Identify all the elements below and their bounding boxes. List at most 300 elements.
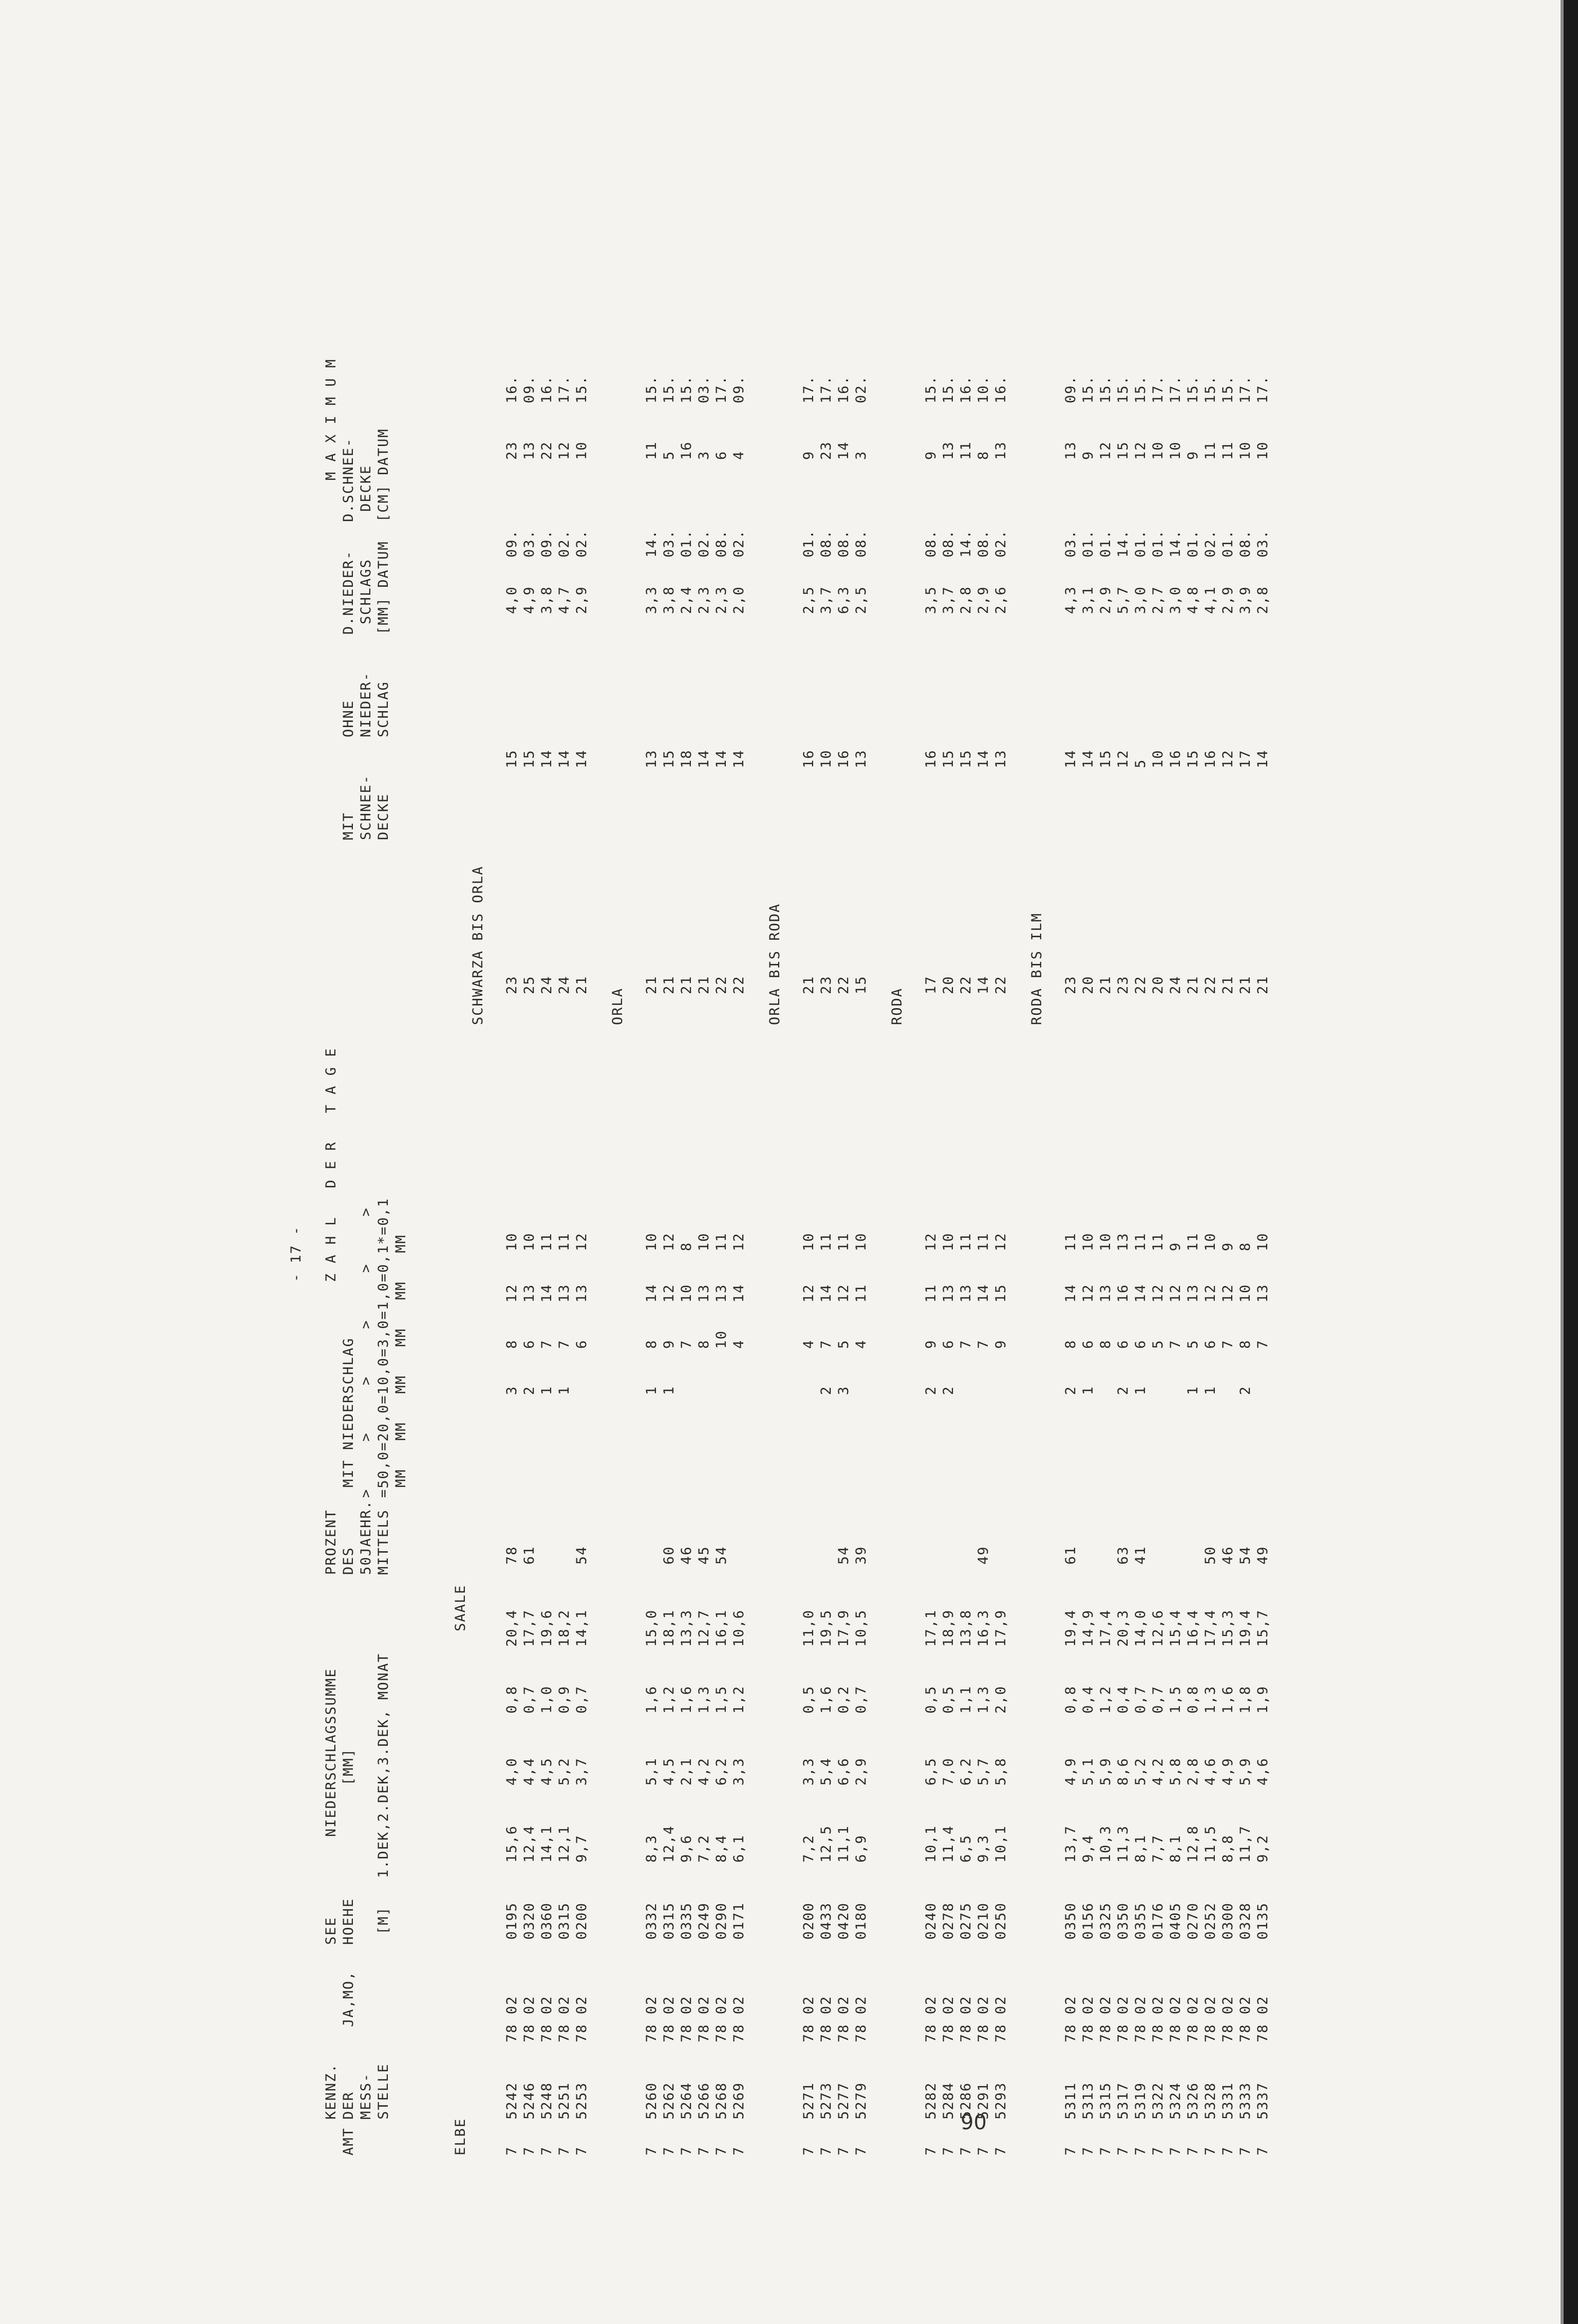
cell-ohne: 12	[1220, 749, 1236, 768]
cell-amt: 7	[644, 2146, 660, 2155]
cell-mnd: 14.	[958, 529, 974, 557]
cell-mit: 22	[1133, 975, 1149, 994]
cell-m: 17,7	[521, 1609, 537, 1647]
cell-amt: 7	[1115, 2146, 1131, 2155]
cell-ym: 78 02	[801, 1995, 817, 2042]
cell-d1: 8,1	[1168, 1834, 1184, 1863]
header-max-cols-2: SCHLAGS DECKE	[358, 464, 374, 624]
table-row	[1062, 121, 1080, 2155]
cell-g10: 1	[1203, 1385, 1218, 1395]
cell-amt: 7	[521, 2146, 537, 2155]
cell-mn: 3,0	[1133, 586, 1149, 614]
header-tage-thr: =50,0=20,0=10,0=3,0=1,0=0,1*=0,1	[375, 1197, 391, 1498]
table-row	[957, 121, 975, 2155]
cell-g1: 14	[644, 1284, 660, 1303]
cell-h: 0252	[1203, 1902, 1218, 1940]
cell-p: 49	[1255, 1546, 1271, 1565]
cell-mn: 3,8	[539, 586, 555, 614]
table-row	[800, 121, 818, 2155]
cell-d1: 11,4	[941, 1825, 956, 1863]
cell-ohne: 16	[1203, 749, 1218, 768]
cell-msd: 15.	[1203, 375, 1218, 403]
cell-mit: 21	[696, 975, 712, 994]
cell-d1: 13,7	[1063, 1825, 1079, 1863]
cell-mit: 20	[1150, 975, 1166, 994]
cell-id: 5311	[1063, 2081, 1079, 2120]
cell-msd: 16.	[836, 375, 852, 403]
cell-ym: 78 02	[1220, 1995, 1236, 2042]
cell-mit: 22	[731, 975, 747, 994]
cell-ym: 78 02	[713, 1995, 729, 2042]
header-jamo: JA,MO,	[341, 1970, 356, 2027]
cell-amt: 7	[731, 2146, 747, 2155]
cell-mnd: 01.	[801, 529, 817, 557]
cell-d3: 0,9	[556, 1685, 572, 1714]
cell-g3: 6	[1133, 1339, 1149, 1349]
cell-ym: 78 02	[644, 1995, 660, 2042]
header-amt: AMT	[341, 2127, 356, 2155]
cell-amt: 7	[556, 2146, 572, 2155]
cell-d1: 9,2	[1255, 1834, 1271, 1863]
cell-g01: 11	[1150, 1232, 1166, 1251]
header-proz-3: 50JAEHR.	[358, 1499, 374, 1575]
cell-amt: 7	[1220, 2146, 1236, 2155]
cell-mit: 23	[1063, 975, 1079, 994]
cell-g01: 11	[958, 1232, 974, 1251]
cell-amt: 7	[975, 2146, 991, 2155]
cell-ohne: 10	[818, 749, 834, 768]
cell-ym: 78 02	[941, 1995, 956, 2042]
table-header	[288, 121, 442, 2155]
cell-amt: 7	[993, 2146, 1009, 2155]
cell-ohne: 13	[853, 749, 869, 768]
cell-h: 0290	[713, 1902, 729, 1940]
cell-ohne: 15	[958, 749, 974, 768]
cell-mn: 6,3	[836, 586, 852, 614]
cell-mn: 3,8	[661, 586, 677, 614]
cell-g3: 7	[539, 1339, 555, 1349]
cell-h: 0355	[1133, 1902, 1149, 1940]
cell-d3: 1,5	[713, 1685, 729, 1714]
cell-ms: 3	[853, 450, 869, 460]
cell-msd: 16.	[539, 375, 555, 403]
cell-ms: 10	[1237, 441, 1253, 460]
cell-g10: 1	[1185, 1385, 1201, 1395]
cell-d2: 5,9	[1237, 1757, 1253, 1786]
cell-g3: 10	[713, 1330, 729, 1349]
cell-amt: 7	[923, 2146, 939, 2155]
cell-id: 5315	[1098, 2081, 1114, 2120]
cell-g1: 12	[1150, 1284, 1166, 1303]
cell-d3: 0,8	[1185, 1685, 1201, 1714]
cell-mit: 24	[1168, 975, 1184, 994]
cell-g3: 7	[679, 1339, 694, 1349]
cell-g3: 9	[993, 1339, 1009, 1349]
cell-d1: 12,1	[556, 1825, 572, 1863]
cell-ms: 23	[818, 441, 834, 460]
cell-amt: 7	[818, 2146, 834, 2155]
cell-d1: 9,3	[975, 1834, 991, 1863]
cell-mit: 21	[574, 975, 590, 994]
table-row	[1167, 121, 1185, 2155]
header-ns-cols: 1.DEK,2.DEK,3.DEK, MONAT	[375, 1652, 391, 1878]
page-edge	[1564, 0, 1578, 2324]
cell-d2: 4,6	[1255, 1757, 1271, 1786]
cell-g3: 7	[1168, 1339, 1184, 1349]
cell-g1: 11	[923, 1284, 939, 1303]
cell-d3: 1,2	[731, 1685, 747, 1714]
cell-g3: 8	[1063, 1339, 1079, 1349]
cell-d2: 2,9	[853, 1757, 869, 1786]
cell-mit: 21	[1098, 975, 1114, 994]
cell-d3: 0,7	[1150, 1685, 1166, 1714]
table-row	[1202, 121, 1219, 2155]
cell-g1: 13	[1185, 1284, 1201, 1303]
cell-g01: 12	[731, 1232, 747, 1251]
cell-h: 0210	[975, 1902, 991, 1940]
cell-msd: 09.	[1063, 375, 1079, 403]
cell-m: 12,6	[1150, 1609, 1166, 1647]
cell-amt: 7	[1063, 2146, 1079, 2155]
header-kennz-3: MESS-	[358, 2072, 374, 2120]
cell-g1: 16	[1115, 1284, 1131, 1303]
table-row	[835, 121, 853, 2155]
section-label: ORLA	[610, 987, 626, 1025]
cell-msd: 17.	[1237, 375, 1253, 403]
cell-d2: 5,2	[556, 1757, 572, 1786]
cell-mit: 23	[1115, 975, 1131, 994]
table-row	[573, 121, 591, 2155]
cell-d1: 12,4	[661, 1825, 677, 1863]
cell-mit: 14	[975, 975, 991, 994]
cell-d3: 0,7	[521, 1685, 537, 1714]
cell-g1: 13	[1098, 1284, 1114, 1303]
cell-ym: 78 02	[1080, 1995, 1096, 2042]
cell-ym: 78 02	[556, 1995, 572, 2042]
cell-ym: 78 02	[521, 1995, 537, 2042]
table-row	[1115, 121, 1132, 2155]
table-row	[1219, 121, 1237, 2155]
cell-mnd: 01.	[1220, 529, 1236, 557]
cell-mnd: 08.	[836, 529, 852, 557]
cell-mit: 22	[836, 975, 852, 994]
cell-ohne: 15	[521, 749, 537, 768]
cell-mn: 3,5	[923, 586, 939, 614]
cell-m: 17,9	[836, 1609, 852, 1647]
cell-g10: 1	[556, 1385, 572, 1395]
cell-ym: 78 02	[1237, 1995, 1253, 2042]
cell-g01: 12	[574, 1232, 590, 1251]
cell-mnd: 08.	[853, 529, 869, 557]
cell-amt: 7	[1150, 2146, 1166, 2155]
header-tage-gt: > > > > > >	[358, 1207, 374, 1498]
cell-m: 15,7	[1255, 1609, 1271, 1647]
cell-ms: 10	[1168, 441, 1184, 460]
cell-ms: 22	[539, 441, 555, 460]
cell-g1: 13	[521, 1284, 537, 1303]
cell-d2: 4,9	[1063, 1757, 1079, 1786]
cell-ms: 12	[556, 441, 572, 460]
cell-g3: 4	[731, 1339, 747, 1349]
cell-d3: 0,8	[504, 1685, 520, 1714]
cell-ohne: 15	[661, 749, 677, 768]
cell-d2: 2,8	[1185, 1757, 1201, 1786]
cell-ym: 78 02	[923, 1995, 939, 2042]
cell-mnd: 02.	[1203, 529, 1218, 557]
cell-h: 0200	[574, 1902, 590, 1940]
cell-g3: 8	[696, 1339, 712, 1349]
cell-mnd: 02.	[574, 529, 590, 557]
cell-m: 16,4	[1185, 1609, 1201, 1647]
cell-mn: 2,4	[679, 586, 694, 614]
cell-mn: 2,9	[1220, 586, 1236, 614]
cell-id: 5284	[941, 2081, 956, 2120]
cell-mnd: 09.	[504, 529, 520, 557]
cell-ms: 4	[731, 450, 747, 460]
cell-id: 5286	[958, 2081, 974, 2120]
header-proz-2: DES	[341, 1547, 356, 1575]
cell-d3: 1,9	[1255, 1685, 1271, 1714]
cell-g3: 5	[836, 1339, 852, 1349]
cell-h: 0328	[1237, 1902, 1253, 1940]
cell-g3: 7	[556, 1339, 572, 1349]
table-row	[643, 121, 661, 2155]
header-tage-mm: MM MM MM MM MM MM	[393, 1234, 409, 1488]
cell-p: 78	[504, 1546, 520, 1565]
cell-p: 54	[1237, 1546, 1253, 1565]
cell-g3: 7	[975, 1339, 991, 1349]
cell-g01: 10	[1080, 1232, 1096, 1251]
cell-id: 5319	[1133, 2081, 1149, 2120]
cell-m: 20,3	[1115, 1609, 1131, 1647]
header-ns-title: NIEDERSCHLAGSSUMME	[323, 1668, 339, 1837]
cell-mnd: 01.	[1080, 529, 1096, 557]
cell-mn: 2,9	[1098, 586, 1114, 614]
cell-g10: 2	[923, 1385, 939, 1395]
cell-mn: 2,5	[853, 586, 869, 614]
cell-amt: 7	[1237, 2146, 1253, 2155]
cell-d2: 5,4	[818, 1757, 834, 1786]
cell-mn: 4,9	[521, 586, 537, 614]
cell-m: 17,4	[1203, 1609, 1218, 1647]
table-row	[521, 121, 538, 2155]
cell-amt: 7	[1098, 2146, 1114, 2155]
cell-id: 5253	[574, 2081, 590, 2120]
cell-d1: 12,4	[521, 1825, 537, 1863]
cell-d1: 11,5	[1203, 1825, 1218, 1863]
cell-m: 17,9	[993, 1609, 1009, 1647]
header-ohne-1: OHNE	[341, 699, 356, 737]
cell-msd: 16.	[504, 375, 520, 403]
cell-amt: 7	[504, 2146, 520, 2155]
cell-mn: 2,3	[696, 586, 712, 614]
cell-g1: 14	[1063, 1284, 1079, 1303]
cell-p: 41	[1133, 1546, 1149, 1565]
cell-msd: 17.	[1168, 375, 1184, 403]
cell-m: 16,1	[713, 1609, 729, 1647]
cell-ohne: 14	[539, 749, 555, 768]
cell-g1: 13	[556, 1284, 572, 1303]
cell-id: 5251	[556, 2081, 572, 2120]
cell-d3: 1,8	[1237, 1685, 1253, 1714]
header-ohne-2: NIEDER-	[358, 672, 374, 737]
cell-mit: 22	[958, 975, 974, 994]
cell-g01: 8	[679, 1241, 694, 1251]
cell-g10: 2	[1237, 1385, 1253, 1395]
cell-ym: 78 02	[1255, 1995, 1271, 2042]
cell-ohne: 14	[713, 749, 729, 768]
cell-d2: 6,6	[836, 1757, 852, 1786]
cell-g01: 11	[539, 1232, 555, 1251]
cell-m: 17,1	[923, 1609, 939, 1647]
cell-g3: 5	[1150, 1339, 1166, 1349]
cell-amt: 7	[679, 2146, 694, 2155]
cell-mnd: 03.	[521, 529, 537, 557]
header-tage-title: Z A H L D E R T A G E	[323, 1047, 339, 1282]
table-row	[503, 121, 521, 2155]
cell-g1: 14	[975, 1284, 991, 1303]
cell-msd: 09.	[521, 375, 537, 403]
cell-g3: 7	[1255, 1339, 1271, 1349]
cell-d1: 12,8	[1185, 1825, 1201, 1863]
cell-h: 0176	[1150, 1902, 1166, 1940]
cell-m: 14,0	[1133, 1609, 1149, 1647]
header-ohne-3: SCHLAG	[375, 681, 391, 737]
cell-id: 5262	[661, 2081, 677, 2120]
cell-h: 0405	[1168, 1902, 1184, 1940]
cell-d1: 10,1	[923, 1825, 939, 1863]
cell-msd: 15.	[644, 375, 660, 403]
cell-id: 5337	[1255, 2081, 1271, 2120]
cell-g01: 10	[853, 1232, 869, 1251]
cell-d3: 0,7	[1133, 1685, 1149, 1714]
cell-amt: 7	[1255, 2146, 1271, 2155]
cell-mit: 22	[713, 975, 729, 994]
header-see-unit: [M]	[375, 1906, 391, 1935]
cell-msd: 09.	[731, 375, 747, 403]
cell-ohne: 14	[696, 749, 712, 768]
cell-mit: 25	[521, 975, 537, 994]
cell-ym: 78 02	[1098, 1995, 1114, 2042]
cell-ohne: 14	[975, 749, 991, 768]
cell-g01: 11	[1063, 1232, 1079, 1251]
cell-mit: 21	[679, 975, 694, 994]
cell-ms: 12	[1098, 441, 1114, 460]
cell-msd: 17.	[1150, 375, 1166, 403]
table-row	[940, 121, 957, 2155]
cell-ms: 23	[504, 441, 520, 460]
cell-ohne: 17	[1237, 749, 1253, 768]
cell-g01: 10	[644, 1232, 660, 1251]
cell-ohne: 14	[1255, 749, 1271, 768]
cell-m: 13,3	[679, 1609, 694, 1647]
cell-d2: 4,5	[539, 1757, 555, 1786]
cell-g3: 8	[644, 1339, 660, 1349]
cell-d2: 4,4	[521, 1757, 537, 1786]
cell-m: 14,9	[1080, 1609, 1096, 1647]
table-row	[992, 121, 1010, 2155]
cell-ohne: 14	[1063, 749, 1079, 768]
cell-g1: 12	[1203, 1284, 1218, 1303]
cell-d2: 7,0	[941, 1757, 956, 1786]
cell-mnd: 08.	[923, 529, 939, 557]
cell-p: 46	[1220, 1546, 1236, 1565]
cell-p: 49	[975, 1546, 991, 1565]
table-row	[713, 121, 730, 2155]
cell-ohne: 14	[731, 749, 747, 768]
cell-id: 5264	[679, 2081, 694, 2120]
cell-ms: 11	[1220, 441, 1236, 460]
cell-ohne: 14	[574, 749, 590, 768]
cell-g1: 12	[1080, 1284, 1096, 1303]
cell-g01: 10	[504, 1232, 520, 1251]
cell-d2: 5,1	[644, 1757, 660, 1786]
cell-m: 18,1	[661, 1609, 677, 1647]
cell-d1: 8,1	[1133, 1834, 1149, 1863]
cell-ym: 78 02	[504, 1995, 520, 2042]
cell-amt: 7	[958, 2146, 974, 2155]
cell-g3: 4	[801, 1339, 817, 1349]
cell-d2: 4,6	[1203, 1757, 1218, 1786]
cell-ms: 11	[644, 441, 660, 460]
table-row	[556, 121, 573, 2155]
cell-h: 0300	[1220, 1902, 1236, 1940]
section-label: ORLA BIS RODA	[767, 903, 783, 1025]
cell-ms: 5	[661, 450, 677, 460]
cell-g01: 10	[1255, 1232, 1271, 1251]
cell-g1: 14	[731, 1284, 747, 1303]
cell-mit: 21	[1220, 975, 1236, 994]
cell-ohne: 15	[1098, 749, 1114, 768]
cell-d1: 6,1	[731, 1834, 747, 1863]
cell-h: 0156	[1080, 1902, 1096, 1940]
cell-g10: 1	[1080, 1385, 1096, 1395]
cell-g3: 4	[853, 1339, 869, 1349]
cell-d3: 0,5	[941, 1685, 956, 1714]
header-mit-2: SCHNEE-	[358, 774, 374, 840]
header-ns-unit: [MM]	[341, 1747, 356, 1786]
cell-h: 0360	[539, 1902, 555, 1940]
cell-mit: 20	[1080, 975, 1096, 994]
cell-d3: 0,5	[923, 1685, 939, 1714]
cell-d3: 0,4	[1080, 1685, 1096, 1714]
cell-d1: 8,3	[644, 1834, 660, 1863]
cell-p: 46	[679, 1546, 694, 1565]
cell-g10: 1	[539, 1385, 555, 1395]
cell-mnd: 02.	[696, 529, 712, 557]
cell-id: 5326	[1185, 2081, 1201, 2120]
header-max-title: M A X I M U M	[323, 358, 339, 480]
cell-d3: 1,6	[644, 1685, 660, 1714]
cell-amt: 7	[1080, 2146, 1096, 2155]
cell-mn: 2,8	[958, 586, 974, 614]
table-row	[1254, 121, 1272, 2155]
cell-d1: 6,9	[853, 1834, 869, 1863]
cell-amt: 7	[539, 2146, 555, 2155]
cell-ohne: 16	[1168, 749, 1184, 768]
cell-mnd: 14.	[644, 529, 660, 557]
river-label: ELBE	[453, 2117, 468, 2155]
cell-msd: 15.	[1133, 375, 1149, 403]
cell-mnd: 14.	[1168, 529, 1184, 557]
cell-msd: 15.	[923, 375, 939, 403]
cell-p: 39	[853, 1546, 869, 1565]
cell-g01: 10	[1203, 1232, 1218, 1251]
cell-h: 0240	[923, 1902, 939, 1940]
cell-id: 5246	[521, 2081, 537, 2120]
cell-mnd: 03.	[661, 529, 677, 557]
cell-g3: 6	[941, 1339, 956, 1349]
